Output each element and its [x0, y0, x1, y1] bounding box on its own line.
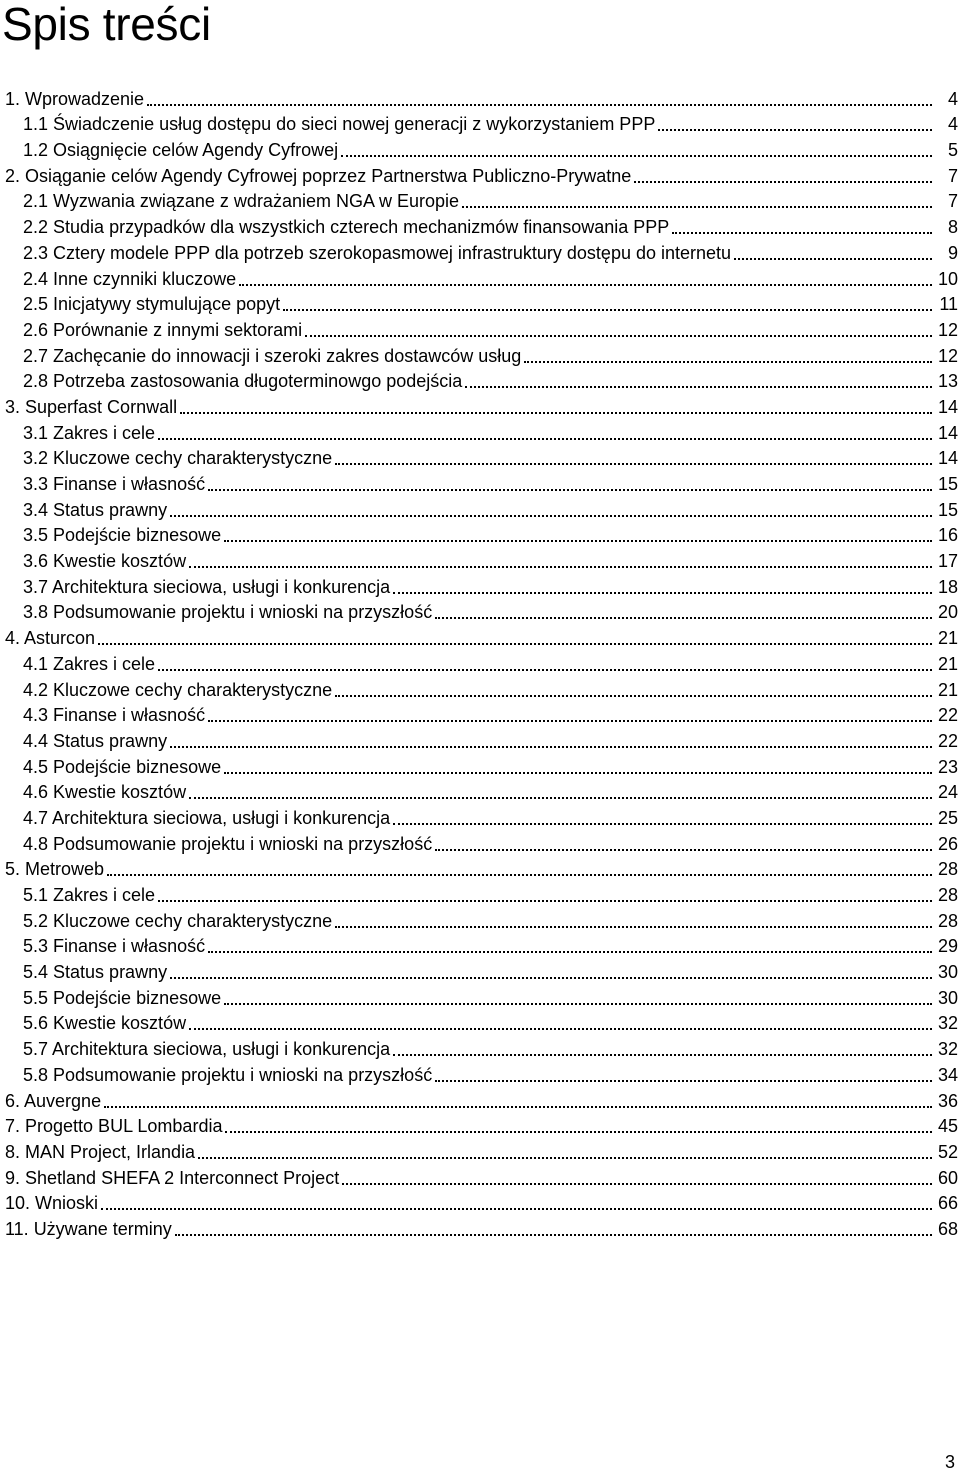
toc-entry[interactable] [0, 341, 960, 367]
toc-entry-title[interactable]: 2. Osiąganie celów Agendy Cyfrowej poprzez Partnerstwa Publiczno-Prywatne [5, 165, 632, 186]
toc-entry-title[interactable]: 4. Asturcon [5, 628, 96, 649]
toc-entry-page-number[interactable]: 14 [937, 422, 958, 443]
toc-entry[interactable] [0, 84, 960, 110]
toc-dot-leader [341, 141, 932, 157]
toc-entry-title[interactable]: 7. Progetto BUL Lombardia [5, 1116, 223, 1137]
toc-entry-page-number[interactable]: 28 [937, 859, 958, 880]
toc-entry-page-number[interactable]: 15 [937, 474, 958, 494]
toc-entry[interactable] [0, 290, 960, 316]
toc-dot-leader [189, 1014, 932, 1030]
toc-entry-title[interactable]: 3.5 Podejście biznesowe [23, 525, 222, 546]
toc-entry[interactable] [0, 444, 960, 470]
toc-entry-title[interactable]: 4.6 Kwestie kosztów [23, 782, 187, 803]
toc-entry-page-number[interactable]: 36 [937, 1090, 958, 1111]
toc-entry-title[interactable]: 5.4 Status prawny [23, 962, 168, 983]
table-of-contents [0, 84, 960, 1240]
toc-entry-title[interactable]: 5.8 Podsumowanie projektu i wnioski na przyszłość [23, 1064, 433, 1085]
toc-entry-title[interactable]: 5.6 Kwestie kosztów [23, 1013, 187, 1034]
toc-entry-page-number[interactable]: 11 [939, 294, 958, 315]
toc-entry[interactable] [0, 932, 960, 958]
toc-entry-page-number[interactable]: 14 [937, 448, 958, 469]
toc-dot-leader [208, 937, 932, 953]
toc-entry-page-number[interactable]: 30 [937, 962, 958, 983]
toc-entry-title[interactable]: 1.1 Świadczenie usług dostępu do sieci nowej generacji z wykorzystaniem PPP [23, 114, 656, 135]
toc-entry[interactable] [0, 855, 960, 881]
toc-entry-title[interactable]: 2.6 Porównanie z innymi sektorami [23, 319, 303, 340]
toc-entry-title[interactable]: 5.3 Finanse i własność [23, 936, 206, 957]
toc-entry-title[interactable]: 8. MAN Project, Irlandia [5, 1141, 196, 1162]
toc-entry-title[interactable]: 5.1 Zakres i cele [23, 885, 156, 905]
toc-entry[interactable] [0, 1112, 960, 1138]
toc-entry[interactable] [0, 187, 960, 213]
toc-dot-leader [435, 835, 932, 851]
toc-dot-leader [634, 167, 932, 183]
toc-entry-page-number[interactable]: 34 [937, 1064, 958, 1085]
toc-entry[interactable] [0, 649, 960, 675]
toc-entry-page-number[interactable]: 7 [947, 191, 958, 212]
toc-dot-leader [175, 1220, 932, 1236]
toc-entry-title[interactable]: 3.3 Finanse i własność [23, 474, 206, 494]
toc-dot-leader [283, 295, 932, 311]
toc-entry-page-number[interactable]: 4 [947, 88, 958, 109]
toc-entry-page-number[interactable]: 4 [947, 114, 958, 135]
toc-entry-page-number[interactable]: 32 [937, 1013, 958, 1034]
toc-entry-title[interactable]: 3.2 Kluczowe cechy charakterystyczne [23, 448, 333, 469]
toc-dot-leader [208, 475, 932, 491]
toc-dot-leader [393, 809, 932, 825]
toc-entry[interactable] [0, 521, 960, 547]
toc-entry-title[interactable]: 3.6 Kwestie kosztów [23, 551, 187, 572]
toc-entry-title[interactable]: 2.2 Studia przypadków dla wszystkich czterech mechanizmów finansowania PPP [23, 217, 670, 238]
toc-dot-leader [198, 1143, 932, 1159]
toc-dot-leader [393, 578, 932, 594]
toc-entry[interactable] [0, 495, 960, 521]
toc-entry[interactable] [0, 1189, 960, 1215]
toc-entry-title[interactable]: 9. Shetland SHEFA 2 Interconnect Project [5, 1167, 340, 1188]
toc-entry-title[interactable]: 5.5 Podejście biznesowe [23, 987, 222, 1008]
toc-entry-page-number[interactable]: 9 [947, 242, 958, 263]
page-number: 3 [944, 1452, 955, 1472]
toc-entry[interactable] [0, 469, 960, 495]
toc-entry[interactable] [0, 418, 960, 444]
toc-entry-title[interactable]: 4.7 Architektura sieciowa, usługi i konkurencja [23, 807, 391, 828]
toc-entry-page-number[interactable]: 25 [937, 807, 958, 828]
toc-dot-leader [208, 706, 932, 722]
toc-entry[interactable] [0, 803, 960, 829]
toc-entry-title[interactable]: 11. Używane terminy [5, 1218, 172, 1239]
toc-entry-title[interactable]: 6. Auvergne [5, 1090, 102, 1111]
toc-dot-leader [158, 655, 932, 671]
toc-dot-leader [335, 912, 932, 928]
toc-entry-page-number[interactable]: 21 [937, 679, 958, 700]
toc-entry[interactable] [0, 778, 960, 804]
toc-entry-title[interactable]: 5.2 Kluczowe cechy charakterystyczne [23, 910, 333, 931]
toc-entry-title[interactable]: 3.8 Podsumowanie projektu i wnioski na przyszłość [23, 602, 433, 623]
toc-entry-page-number[interactable]: 5 [947, 140, 958, 161]
toc-dot-leader [239, 270, 932, 286]
toc-dot-leader [170, 501, 932, 517]
toc-entry[interactable] [0, 1163, 960, 1189]
toc-entry-page-number[interactable]: 12 [937, 319, 958, 340]
toc-entry-page-number[interactable]: 26 [937, 833, 958, 854]
toc-dot-leader [104, 1092, 932, 1108]
toc-entry-page-number[interactable]: 8 [947, 217, 958, 238]
toc-entry[interactable] [0, 1214, 960, 1240]
toc-entry[interactable] [0, 623, 960, 649]
toc-entry-page-number[interactable]: 68 [937, 1218, 958, 1239]
toc-entry-page-number[interactable]: 66 [937, 1193, 958, 1214]
toc-entry-title[interactable]: 3.7 Architektura sieciowa, usługi i konkurencja [23, 576, 391, 597]
toc-entry-page-number[interactable]: 52 [937, 1141, 958, 1162]
toc-dot-leader [435, 1066, 932, 1082]
toc-dot-leader [158, 886, 932, 902]
toc-entry-page-number[interactable]: 21 [937, 628, 958, 649]
toc-entry-page-number[interactable]: 45 [937, 1116, 958, 1137]
toc-dot-leader [672, 218, 932, 234]
toc-entry-title[interactable]: 2.7 Zachęcanie do innowacji i szeroki zakres dostawców usług [23, 345, 522, 366]
toc-entry[interactable] [0, 315, 960, 341]
toc-dot-leader [462, 192, 932, 208]
toc-dot-leader [393, 1040, 932, 1056]
toc-entry[interactable] [0, 135, 960, 161]
toc-dot-leader [435, 603, 932, 619]
toc-entry[interactable] [0, 906, 960, 932]
toc-entry-title[interactable]: 4.1 Zakres i cele [23, 653, 156, 674]
toc-entry-title[interactable]: 1. Wprowadzenie [5, 88, 145, 109]
toc-entry-page-number[interactable]: 20 [937, 602, 958, 623]
toc-entry-page-number[interactable]: 16 [937, 525, 958, 546]
toc-entry-page-number[interactable]: 17 [937, 551, 958, 572]
toc-entry-page-number[interactable]: 23 [937, 756, 958, 777]
toc-entry-page-number[interactable]: 21 [937, 653, 958, 674]
toc-entry[interactable] [0, 726, 960, 752]
toc-entry-title[interactable]: 4.5 Podejście biznesowe [23, 756, 222, 777]
toc-dot-leader [158, 424, 932, 440]
toc-entry-page-number[interactable]: 24 [937, 782, 958, 803]
toc-dot-leader [465, 372, 932, 388]
toc-dot-leader [335, 681, 932, 697]
toc-entry-title[interactable]: 3.1 Zakres i cele [23, 422, 156, 443]
toc-entry-title[interactable]: 10. Wnioski [5, 1193, 99, 1214]
toc-entry-title[interactable]: 2.3 Cztery modele PPP dla potrzeb szerokopasmowej infrastruktury dostępu do internetu [23, 242, 732, 263]
toc-entry-page-number[interactable]: 7 [947, 165, 958, 186]
toc-entry-page-number[interactable]: 14 [937, 396, 958, 417]
toc-entry-title[interactable]: 3. Superfast Cornwall [5, 396, 178, 417]
toc-entry-title[interactable]: 4.2 Kluczowe cechy charakterystyczne [23, 679, 333, 700]
toc-entry-title[interactable]: 2.8 Potrzeba zastosowania długoterminowgo podejścia [23, 371, 463, 392]
toc-entry-title[interactable]: 4.8 Podsumowanie projektu i wnioski na przyszłość [23, 833, 433, 854]
toc-dot-leader [524, 347, 932, 363]
toc-entry[interactable] [0, 957, 960, 983]
toc-entry-page-number[interactable]: 18 [937, 576, 958, 597]
toc-entry-page-number[interactable]: 10 [937, 268, 958, 289]
toc-entry[interactable] [0, 598, 960, 624]
toc-dot-leader [101, 1194, 932, 1210]
toc-entry[interactable] [0, 1086, 960, 1112]
toc-entry-title[interactable]: 4.4 Status prawny [23, 730, 168, 751]
toc-entry-title[interactable]: 4.3 Finanse i własność [23, 705, 206, 726]
toc-dot-leader [224, 758, 932, 774]
toc-entry-page-number[interactable]: 30 [937, 987, 958, 1008]
toc-dot-leader [224, 989, 932, 1005]
toc-entry-page-number[interactable]: 28 [937, 885, 958, 905]
page-title: Spis treści [2, 0, 211, 50]
toc-entry-page-number[interactable]: 29 [937, 936, 958, 957]
toc-dot-leader [189, 552, 932, 568]
toc-entry-page-number[interactable]: 60 [937, 1167, 958, 1188]
toc-entry[interactable] [0, 701, 960, 727]
toc-dot-leader [170, 963, 932, 979]
toc-dot-leader [107, 860, 932, 876]
toc-entry-page-number[interactable]: 22 [937, 730, 958, 751]
toc-entry-page-number[interactable]: 13 [937, 371, 958, 392]
toc-dot-leader [189, 783, 932, 799]
toc-entry-title[interactable]: 1.2 Osiągnięcie celów Agendy Cyfrowej [23, 140, 339, 161]
toc-entry[interactable] [0, 752, 960, 778]
toc-entry[interactable] [0, 392, 960, 418]
toc-dot-leader [225, 1117, 932, 1133]
toc-dot-leader [224, 526, 932, 542]
toc-entry-title[interactable]: 2.1 Wyzwania związane z wdrażaniem NGA w Europie [23, 191, 460, 212]
toc-dot-leader [305, 321, 932, 337]
toc-entry-title[interactable]: 5.7 Architektura sieciowa, usługi i konkurencja [23, 1039, 391, 1060]
toc-entry[interactable] [0, 367, 960, 393]
toc-entry-page-number[interactable]: 12 [937, 345, 958, 366]
toc-entry[interactable] [0, 1009, 960, 1035]
toc-entry[interactable] [0, 675, 960, 701]
toc-entry[interactable] [0, 572, 960, 598]
toc-entry[interactable] [0, 546, 960, 572]
toc-entry[interactable] [0, 238, 960, 264]
toc-entry-title[interactable]: 2.4 Inne czynniki kluczowe [23, 268, 237, 289]
toc-entry[interactable] [0, 161, 960, 187]
toc-entry-title[interactable]: 3.4 Status prawny [23, 499, 168, 520]
toc-dot-leader [342, 1169, 932, 1185]
toc-entry-title[interactable]: 5. Metroweb [5, 859, 105, 880]
toc-entry[interactable] [0, 983, 960, 1009]
toc-dot-leader [170, 732, 932, 748]
toc-dot-leader [98, 629, 932, 645]
toc-entry[interactable] [0, 880, 960, 906]
toc-dot-leader [147, 90, 932, 106]
toc-entry[interactable] [0, 264, 960, 290]
toc-entry-page-number[interactable]: 32 [937, 1039, 958, 1060]
toc-entry-page-number[interactable]: 28 [937, 910, 958, 931]
toc-dot-leader [734, 244, 932, 260]
toc-entry[interactable] [0, 212, 960, 238]
toc-entry[interactable] [0, 1060, 960, 1086]
toc-entry[interactable] [0, 1137, 960, 1163]
toc-dot-leader [335, 449, 932, 465]
toc-dot-leader [658, 115, 932, 131]
toc-entry[interactable] [0, 829, 960, 855]
toc-entry[interactable] [0, 1034, 960, 1060]
toc-dot-leader [180, 398, 932, 414]
toc-entry[interactable] [0, 110, 960, 136]
toc-entry-title[interactable]: 2.5 Inicjatywy stymulujące popyt [23, 294, 281, 315]
toc-entry-page-number[interactable]: 15 [937, 499, 958, 520]
toc-entry-page-number[interactable]: 22 [937, 705, 958, 726]
